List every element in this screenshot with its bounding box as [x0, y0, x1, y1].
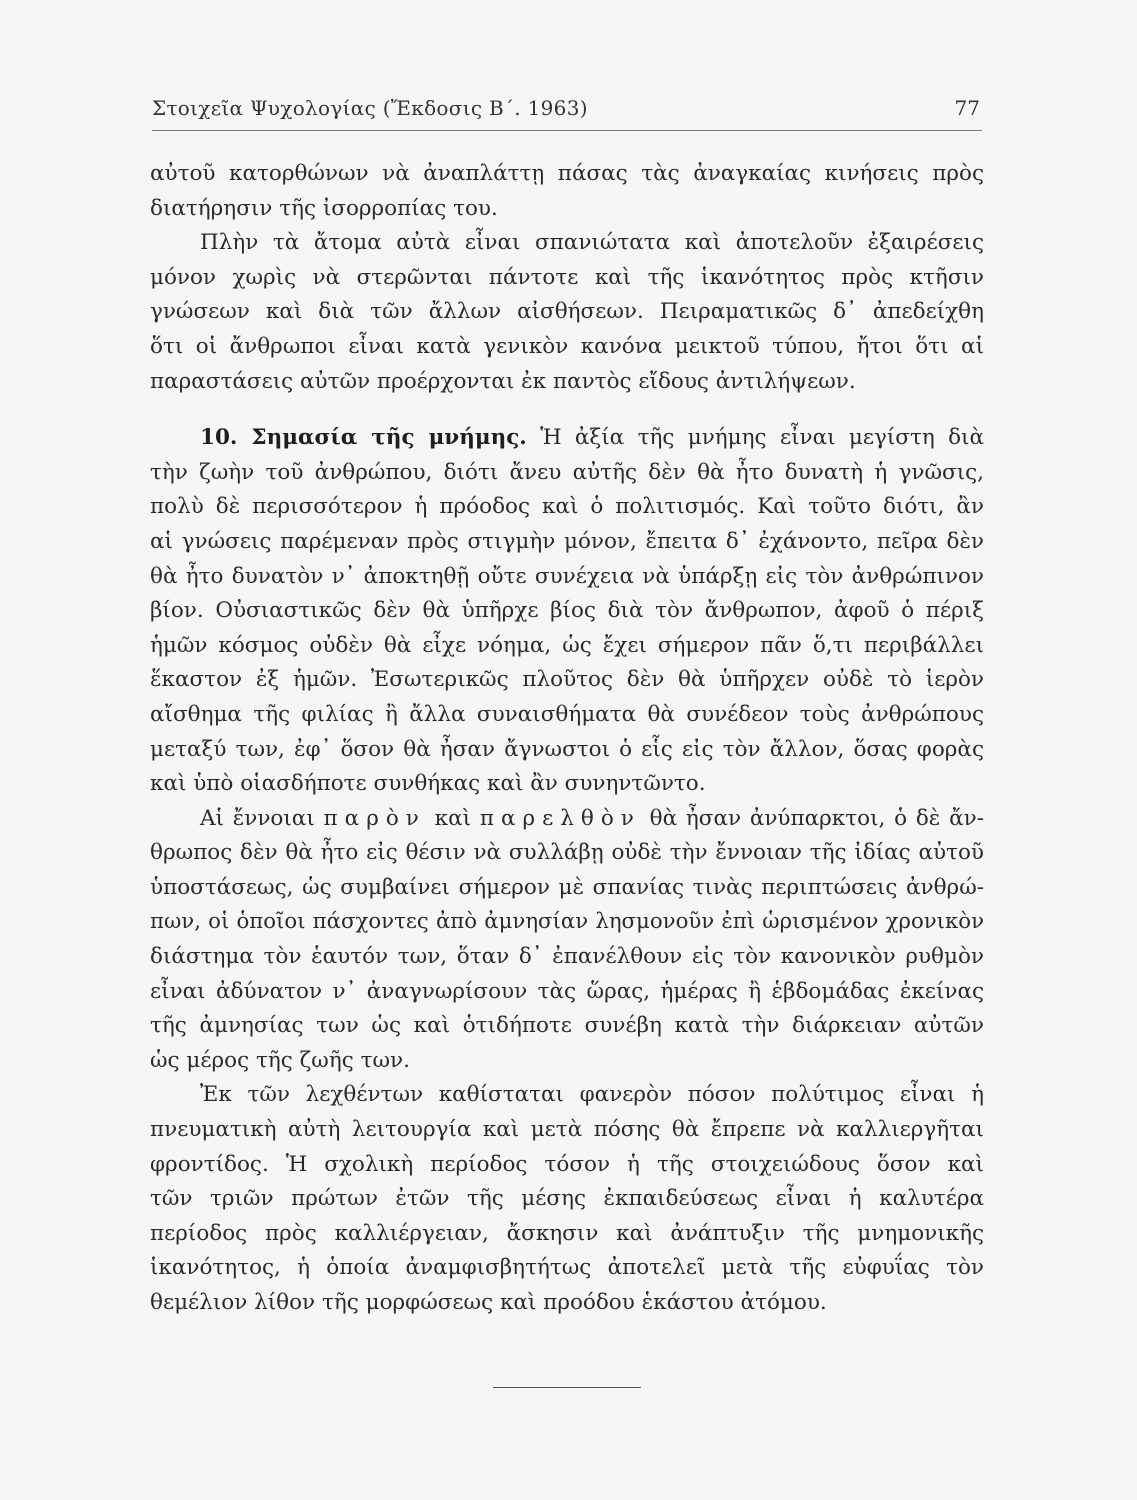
spaced-term: παρελθὸν [479, 805, 641, 831]
text-line: φροντίδος. Ἡ σχολικὴ περίοδος τόσον ἡ τῆς στοιχειώδους ὅσον καὶ [150, 1151, 984, 1177]
text-line: θεμέλιον λίθον τῆς μορφώσεως καὶ προόδου ἑκάστου ἀτόμου. [150, 1290, 827, 1315]
text-line: μεταξύ των, ἐφ᾽ ὅσον θὰ ἦσαν ἄγνωστοι ὁ εἷς εἰς τὸν ἄλλον, ὅσας φορὰς [150, 736, 984, 762]
text-span: Ἡ ἀξία τῆς μνήμης εἶναι μεγίστη διὰ [540, 425, 984, 451]
text-line: Πλὴν τὰ ἄτομα αὐτὰ εἶναι σπανιώτατα καὶ ἀποτελοῦν ἐξαιρέσεις [200, 230, 984, 256]
text-line: Ἐκ τῶν λεχθέντων καθίσταται φανερὸν πόσον πολύτιμος εἶναι ἡ [200, 1082, 984, 1108]
running-header [152, 96, 982, 131]
book-title: Στοιχεῖα Ψυχολογίας (Ἔκδοσις Β΄. 1963) [152, 96, 588, 120]
text-line: αἱ γνώσεις παρέμεναν πρὸς στιγμὴν μόνον, ἔπειτα δ᾽ ἐχάνοντο, πεῖρα δὲν [150, 528, 984, 554]
text-line: εἶναι ἀδύνατον ν᾽ ἀναγνωρίσουν τὰς ὥρας, ἡμέρας ἢ ἑβδομάδας ἐκείνας [150, 978, 984, 1004]
text-line: τῆς ἀμνησίας των ὡς καὶ ὁτιδήποτε συνέβη κατὰ τὴν διάρκειαν αὐτῶν [150, 1013, 984, 1039]
text-line: αἴσθημα τῆς φιλίας ἢ ἄλλα συναισθήματα θὰ συνέδεον τοὺς ἀνθρώπους [150, 701, 984, 727]
text-line: πολὺ δὲ περισσότερον ἡ πρόοδος καὶ ὁ πολιτισμός. Καὶ τοῦτο διότι, ἂν [150, 494, 984, 520]
text-line: βίον. Οὐσιαστικῶς δὲν θὰ ὑπῆρχε βίος διὰ τὸν ἄνθρωπον, ἀφοῦ ὁ πέριξ [150, 598, 984, 624]
text-line: ἡμῶν κόσμος οὐδὲν θὰ εἶχε νόημα, ὡς ἔχει σήμερον πᾶν ὅ,τι περιβάλλει [150, 632, 984, 658]
end-rule [493, 1387, 641, 1388]
text-line: τὴν ζωὴν τοῦ ἀνθρώπου, διότι ἄνευ αὐτῆς δὲν θὰ ἦτο δυνατὴ ἡ γνῶσις, [150, 459, 984, 485]
spaced-term: παρὸν [323, 805, 426, 831]
text-line: καὶ ὑπὸ οἱασδήποτε συνθήκας καὶ ἂν συνηντῶντο. [150, 771, 706, 797]
text-line: ἕκαστον ἐξ ἡμῶν. Ἐσωτερικῶς πλοῦτος δὲν θὰ ὑπῆρχεν οὐδὲ τὸ ἱερὸν [150, 667, 984, 693]
text-line: θὰ ἦτο δυνατὸν ν᾽ ἀποκτηθῇ οὔτε συνέχεια νὰ ὑπάρξῃ εἰς τὸν ἀνθρώπινον [150, 563, 984, 589]
section-heading-line [150, 421, 984, 456]
text-line: αὐτοῦ κατορθώνων νὰ ἀναπλάττῃ πάσας τὰς ἀναγκαίας κινήσεις πρὸς [150, 161, 984, 186]
text-line: ὑποστάσεως, ὡς συμβαίνει σήμερον μὲ σπανίας τινὰς περιπτώσεις ἀνθρώ- [150, 874, 984, 900]
text-line: ὅτι οἱ ἄνθρωποι εἶναι κατὰ γενικὸν κανόνα μεικτοῦ τύπου, ἤτοι ὅτι αἱ [150, 333, 984, 359]
text-line: πων, οἱ ὁποῖοι πάσχοντες ἀπὸ ἀμνησίαν λησμονοῦν ἐπὶ ὡρισμένον χρονικὸν [150, 909, 984, 935]
text-line: πνευματικὴ αὐτὴ λειτουργία καὶ μετὰ πόσης θὰ ἔπρεπε νὰ καλλιεργῆται [150, 1117, 984, 1143]
text-line: θρωπος δὲν θὰ ἦτο εἰς θέσιν νὰ συλλάβῃ οὐδὲ τὴν ἔννοιαν τῆς ἰδίας αὐτοῦ [150, 840, 984, 866]
text-span: θὰ ἦσαν ἀνύπαρκτοι, ὁ δὲ ἄν- [649, 805, 984, 831]
page-body [150, 157, 984, 1321]
text-line: ἱκανότητος, ἡ ὁποία ἀναμφισβητήτως ἀποτελεῖ μετὰ τῆς εὐφυΐας τὸν [150, 1255, 984, 1281]
text-line: παραστάσεις αὐτῶν προέρχονται ἐκ παντὸς εἴδους ἀντιλήψεων. [150, 368, 856, 394]
text-line: διατήρησιν τῆς ἰσορροπίας του. [150, 195, 498, 221]
text-span: καὶ [434, 805, 472, 831]
page-number: 77 [954, 96, 980, 120]
text-line: γνώσεων καὶ διὰ τῶν ἄλλων αἰσθήσεων. Πειραματικῶς δ᾽ ἀπεδείχθη [150, 299, 984, 325]
text-span: Αἱ ἔννοιαι [200, 805, 315, 831]
text-line: περίοδος πρὸς καλλιέργειαν, ἄσκησιν καὶ ἀνάπτυξιν τῆς μνημονικῆς [150, 1220, 984, 1246]
text-line: μόνον χωρὶς νὰ στερῶνται πάντοτε καὶ τῆς ἱκανότητος πρὸς κτῆσιν [150, 264, 984, 290]
text-line [150, 802, 984, 837]
section-heading: 10. Σημασία τῆς μνήμης. [200, 425, 527, 451]
text-line: τῶν τριῶν πρώτων ἐτῶν τῆς μέσης ἐκπαιδεύσεως εἶναι ἡ καλυτέρα [150, 1186, 984, 1212]
text-line: διάστημα τὸν ἑαυτόν των, ὅταν δ᾽ ἐπανέλθουν εἰς τὸν κανονικὸν ρυθμὸν [150, 944, 984, 970]
text-line: ὡς μέρος τῆς ζωῆς των. [150, 1047, 410, 1073]
